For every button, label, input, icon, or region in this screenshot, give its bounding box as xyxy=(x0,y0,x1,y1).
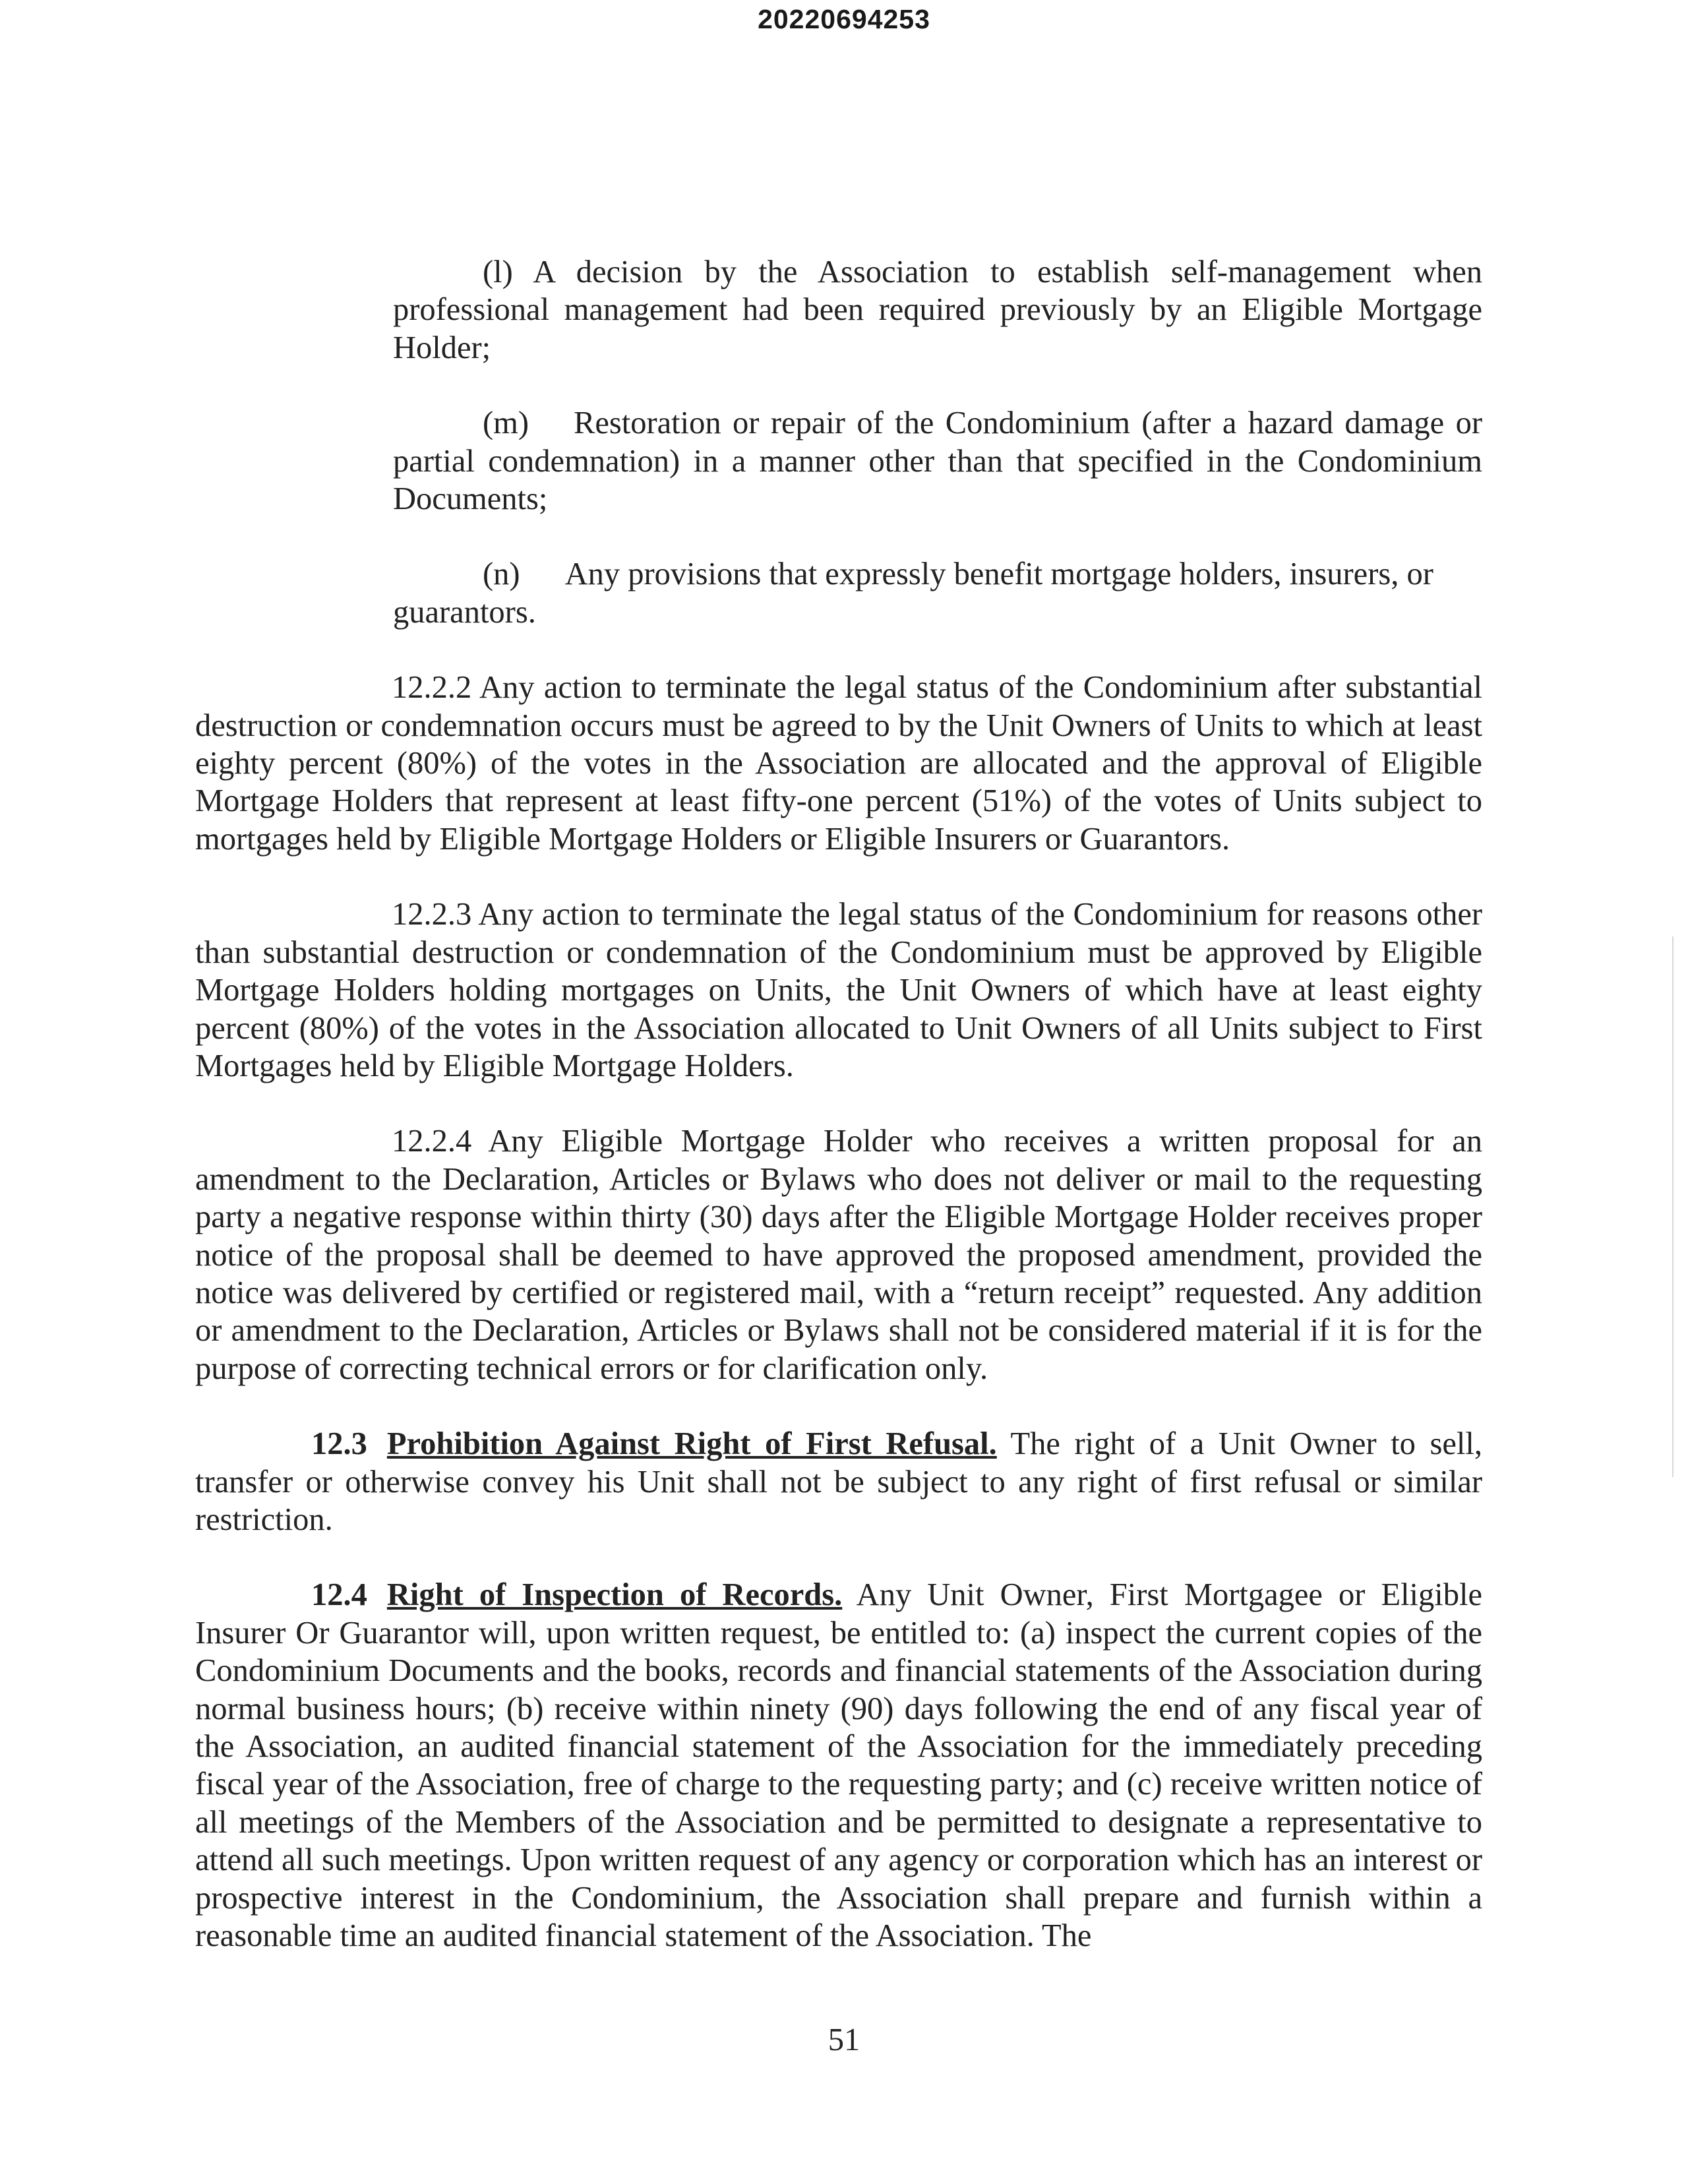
item-n-text: Any provisions that expressly benefit mortgage holders, insurers, or guarantors. xyxy=(393,557,1433,630)
section-12-3 xyxy=(195,1425,1482,1538)
page-number: 51 xyxy=(828,2022,860,2057)
section-12-4-text: Any Unit Owner, First Mortgagee or Eligible Insurer Or Guarantor will, upon written request, be entitled to: (a) inspect the current copies of the Condominium Documents and the books, records and financial statements of the Association during normal business hours; (b) receive within ninety (90) days following the end of any fiscal year of the Association, an audited financial statement of the Association for the immediately preceding fiscal year of the Association, free of charge to the requesting party; and (c) receive written notice of all meetings of the Members of the Association and be permitted to designate a representative to attend all such meetings. Upon written request of any agency or corporation which has an interest or prospective interest in the Condominium, the Association shall prepare and furnish within a reasonable time an audited financial statement of the Association. The xyxy=(195,1577,1482,1954)
item-m-label: (m) xyxy=(483,406,529,441)
paragraph-12-2-4: 12.2.4 Any Eligible Mortgage Holder who receives a written proposal for an amendment to the Declaration, Articles or Bylaws who does not deliver or mail to the requesting party a negative response within thirty (30) days after the Eligible Mortgage Holder receives proper notice of the proposal shall be deemed to have approved the proposed amendment, provided the notice was delivered by certified or registered mail, with a “return receipt” requested. Any addition or amendment to the Declaration, Articles or Bylaws shall not be considered material if it is for the purpose of correcting technical errors or for clarification only. xyxy=(195,1124,1482,1386)
item-m-text: Restoration or repair of the Condominium (after a hazard damage or partial condemnation) in a manner other than that specified in the Condominium Documents; xyxy=(393,406,1482,517)
section-12-3-text: The right of a Unit Owner to sell, transfer or otherwise convey his Unit shall not be subject to any right of first refusal or similar restriction. xyxy=(195,1426,1482,1537)
document-number: 20220694253 xyxy=(758,4,930,34)
item-m xyxy=(393,404,1482,518)
paragraph-12-2-3: 12.2.3 Any action to terminate the legal status of the Condominium for reasons other than substantial destruction or condemnation of the Condominium must be approved by Eligible Mortgage Holders holding mortgages on Units, the Unit Owners of which have at least eighty percent (80%) of the votes in the Association allocated to Unit Owners of all Units subject to First Mortgages held by Eligible Mortgage Holders. xyxy=(195,897,1482,1083)
paragraph-12-2-2: 12.2.2 Any action to terminate the legal status of the Condominium after substantial destruction or condemnation occurs must be agreed to by the Unit Owners of Units to which at least eighty percent (80%) of the votes in the Association are allocated and the approval of Eligible Mortgage Holders that represent at least fifty-one percent (51%) of the votes of Units subject to mortgages held by Eligible Mortgage Holders or Eligible Insurers or Guarantors. xyxy=(195,670,1482,857)
section-12-4-number: 12.4 xyxy=(311,1577,367,1613)
item-n xyxy=(393,555,1482,631)
item-l: (l) A decision by the Association to establish self-management when professional management had been required previously by an Eligible Mortgage Holder; xyxy=(393,255,1482,365)
section-12-4-title: Right of Inspection of Records. xyxy=(386,1577,843,1613)
section-12-3-number: 12.3 xyxy=(311,1426,367,1462)
scan-edge-mark xyxy=(1672,936,1673,1477)
document-body xyxy=(195,253,1482,1955)
item-n-label: (n) xyxy=(483,557,520,592)
section-12-4 xyxy=(195,1576,1482,1955)
section-12-3-title: Prohibition Against Right of First Refusal. xyxy=(386,1426,997,1462)
